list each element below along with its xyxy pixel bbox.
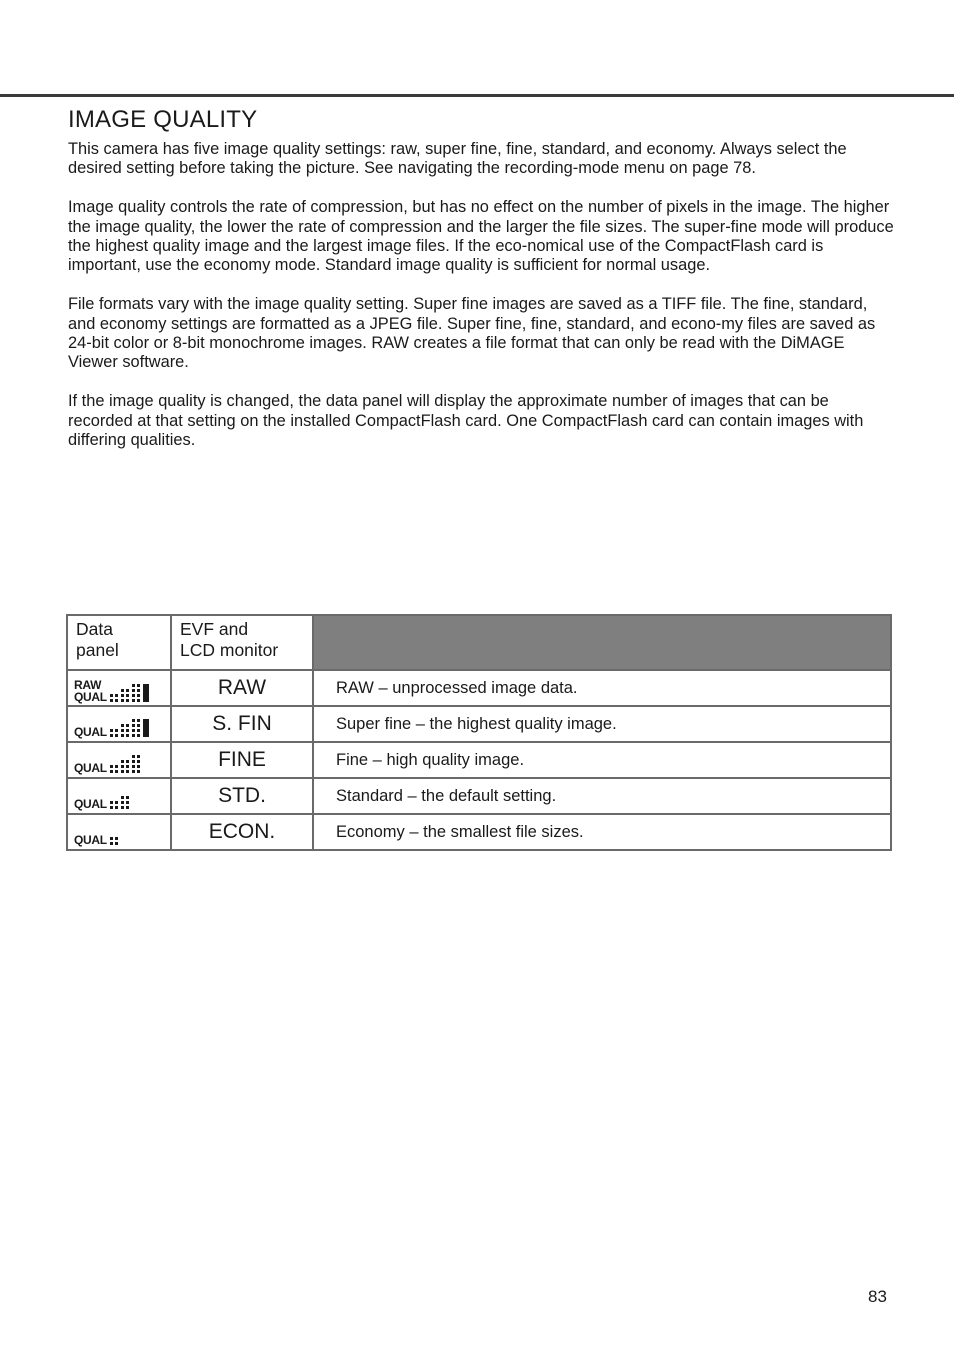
paragraph: If the image quality is changed, the data panel will display the approximate number of images that can be recorded at that setting on the installed CompactFlash card. One CompactFlash card can contain images with differing qualities. <box>68 392 864 450</box>
qual-label: QUAL <box>74 832 107 847</box>
header-line: Data <box>76 619 113 639</box>
monitor-value: ECON. <box>171 814 313 850</box>
quality-bars <box>110 755 140 773</box>
dot-grid <box>121 689 129 702</box>
description: Fine – high quality image. <box>313 742 891 778</box>
quality-fine-icon <box>74 744 140 774</box>
solid-bar <box>143 719 149 737</box>
dot-grid <box>132 755 140 773</box>
page-number: 83 <box>868 1287 887 1306</box>
table-row <box>67 778 891 814</box>
description: Super fine – the highest quality image. <box>313 706 891 742</box>
monitor-value: RAW <box>171 670 313 706</box>
dot-grid <box>121 760 129 773</box>
data-panel-cell <box>67 778 171 814</box>
table-row <box>67 670 891 706</box>
raw-label: RAW <box>74 678 102 692</box>
paragraph: This camera has five image quality settings: raw, super fine, fine, standard, and economy. Always select the desired setting before taking the picture. See navigating the recording-mode menu on page 78. <box>68 140 847 178</box>
description-header <box>313 615 891 670</box>
qual-label: QUAL <box>74 724 107 739</box>
description: RAW – unprocessed image data. <box>313 670 891 706</box>
dot-grid <box>110 765 118 773</box>
monitor-value: FINE <box>171 742 313 778</box>
dot-grid <box>121 796 129 809</box>
body-text <box>68 140 898 470</box>
dot-grid <box>132 684 140 702</box>
dot-grid <box>110 837 118 845</box>
data-panel-cell <box>67 670 171 706</box>
data-panel-cell <box>67 706 171 742</box>
solid-bar <box>143 684 149 702</box>
quality-bars <box>110 684 149 702</box>
dot-grid <box>121 724 129 737</box>
quality-economy-icon <box>74 816 118 846</box>
quality-raw-icon <box>74 673 149 703</box>
monitor-value: STD. <box>171 778 313 814</box>
top-rule <box>0 94 954 97</box>
monitor-header <box>171 615 313 670</box>
data-panel-cell <box>67 814 171 850</box>
qual-label: QUAL <box>74 760 107 775</box>
table-header-row <box>67 615 891 670</box>
quality-bars <box>110 837 118 845</box>
image-quality-table <box>66 614 892 851</box>
dot-grid <box>110 694 118 702</box>
description: Standard – the default setting. <box>313 778 891 814</box>
paragraph: File formats vary with the image quality setting. Super fine images are saved as a TIFF file. The fine, standard, and economy settings are formatted as a JPEG file. Super fine, fine, standard, and econo-my files are saved as 24-bit color or 8-bit monochrome images. RAW creates a file format that can only be read with the DiMAGE Viewer software. <box>68 295 876 372</box>
quality-bars <box>110 796 129 809</box>
quality-standard-icon <box>74 780 129 810</box>
paragraph: Image quality controls the rate of compression, but has no effect on the number of pixels in the image. The higher the image quality, the lower the rate of compression and the larger the file sizes. The super-fine mode will produce the highest quality image and the largest image files. If the eco-nomical use of the CompactFlash card is important, use the economy mode. Standard image quality is sufficient for normal usage. <box>68 198 894 275</box>
data-panel-cell <box>67 742 171 778</box>
table-row <box>67 742 891 778</box>
description: Economy – the smallest file sizes. <box>313 814 891 850</box>
qual-label: QUAL <box>74 690 107 704</box>
header-line: EVF and <box>180 619 249 639</box>
quality-bars <box>110 719 149 737</box>
table-row <box>67 814 891 850</box>
dot-grid <box>132 719 140 737</box>
quality-super-fine-icon <box>74 708 149 738</box>
dot-grid <box>110 801 118 809</box>
table-row <box>67 706 891 742</box>
monitor-value: S. FIN <box>171 706 313 742</box>
page-title: IMAGE QUALITY <box>68 106 258 133</box>
qual-label: QUAL <box>74 796 107 811</box>
data-panel-header <box>67 615 171 670</box>
header-line: LCD monitor <box>180 640 279 660</box>
header-line: panel <box>76 640 119 660</box>
dot-grid <box>110 729 118 737</box>
